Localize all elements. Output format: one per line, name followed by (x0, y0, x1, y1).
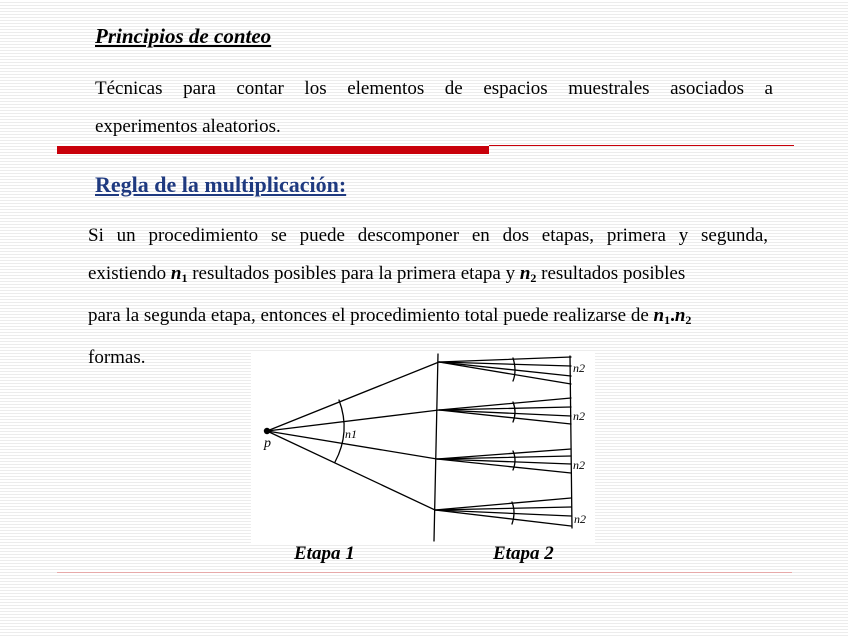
second-stage-label-4: n2 (574, 512, 586, 526)
intro-line-2: experimentos aleatorios. (95, 116, 281, 137)
first-stage-label: n1 (345, 427, 357, 441)
section-title: Regla de la multiplicación: (95, 172, 347, 197)
second-stage-label-1: n2 (573, 361, 585, 375)
stage-2-label: Etapa 2 (493, 543, 554, 564)
tree-diagram (251, 352, 595, 544)
rule-line-3: para la segunda etapa, entonces el procedimiento total puede realizarse de $n_1.n_2$ (88, 305, 692, 327)
second-stage-label-2: n2 (573, 409, 585, 423)
divider-thick-red (57, 146, 489, 154)
second-stage-label-3: n2 (573, 458, 585, 472)
slide-title: Principios de conteo (95, 24, 272, 48)
rule-line-2: existiendo $n_1$ resultados posibles para la primera etapa y $n_2$ resultados posibles (88, 263, 686, 285)
origin-label: p (264, 436, 271, 451)
intro-paragraph (95, 70, 773, 146)
rule-line-1: Si un procedimiento se puede descomponer en dos etapas, primera y segunda, (88, 225, 768, 246)
origin-node (264, 428, 270, 434)
divider-thin-red (489, 145, 794, 146)
stage-1-label: Etapa 1 (294, 543, 355, 564)
footer-divider (57, 572, 792, 573)
tree-diagram-svg (251, 352, 595, 544)
rule-line-4: formas. (88, 347, 146, 368)
intro-line-1: Técnicas para contar los elementos de espacios muestrales asociados a (95, 78, 773, 99)
